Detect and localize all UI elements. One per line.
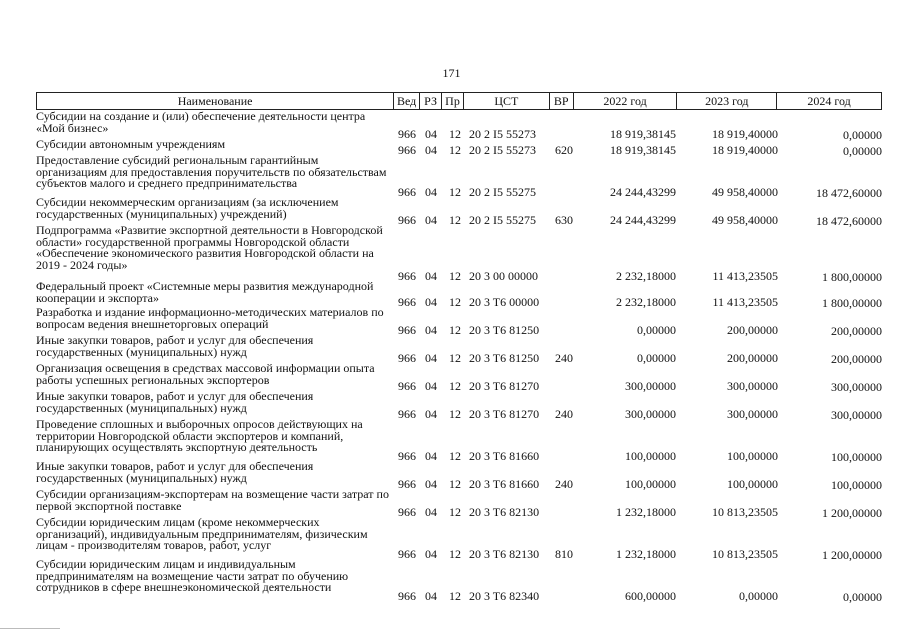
row-rz: 04 <box>425 268 437 283</box>
row-2023: 11 413,23505 <box>712 294 778 309</box>
row-cst: 20 2 I5 55275 <box>469 184 536 199</box>
row-ved: 966 <box>398 546 416 561</box>
header-name: Наименование <box>37 93 394 109</box>
row-2024: 18 472,60000 <box>816 213 882 228</box>
row-rz: 04 <box>425 448 437 463</box>
row-ved: 966 <box>398 294 416 309</box>
row-pr: 12 <box>449 546 461 561</box>
row-pr: 12 <box>449 350 461 365</box>
row-2024: 300,00000 <box>831 407 882 422</box>
header-vr: ВР <box>550 93 574 109</box>
row-2024: 0,00000 <box>843 143 882 158</box>
row-2022: 0,00000 <box>637 350 676 365</box>
row-ved: 966 <box>398 504 416 519</box>
row-2024: 200,00000 <box>831 351 882 366</box>
row-2024: 100,00000 <box>831 449 882 464</box>
row-name: Иные закупки товаров, работ и услуг для обеспечения государственных (муниципальных) нужд <box>36 459 314 485</box>
row-2024: 1 200,00000 <box>822 547 882 562</box>
row-2022: 24 244,43299 <box>610 212 676 227</box>
row-2024: 0,00000 <box>843 127 882 142</box>
row-ved: 966 <box>398 406 416 421</box>
header-cst: ЦСТ <box>464 93 550 109</box>
row-2022: 18 919,38145 <box>610 142 676 157</box>
row-cst: 20 3 T6 82130 <box>469 546 540 561</box>
row-2023: 11 413,23505 <box>712 268 778 283</box>
row-pr: 12 <box>449 142 461 157</box>
row-pr: 12 <box>449 588 461 603</box>
row-vr: 630 <box>555 212 573 227</box>
row-2023: 49 958,40000 <box>712 212 778 227</box>
row-rz: 04 <box>425 350 437 365</box>
header-ved: Вед <box>394 93 420 109</box>
row-2022: 18 919,38145 <box>610 126 676 141</box>
row-rz: 04 <box>425 184 437 199</box>
row-cst: 20 2 I5 55273 <box>469 142 536 157</box>
row-name: Иные закупки товаров, работ и услуг для обеспечения государственных (муниципальных) нужд <box>36 389 314 415</box>
row-rz: 04 <box>425 294 437 309</box>
row-cst: 20 2 I5 55275 <box>469 212 536 227</box>
table-row <box>36 417 882 464</box>
row-rz: 04 <box>425 504 437 519</box>
row-pr: 12 <box>449 476 461 491</box>
row-name: Субсидии на создание и (или) обеспечение деятельности центра «Мой бизнес» <box>36 109 366 135</box>
row-2022: 300,00000 <box>625 378 676 393</box>
row-cst: 20 3 00 00000 <box>469 268 538 283</box>
row-2023: 200,00000 <box>727 322 778 337</box>
row-2023: 10 813,23505 <box>712 504 778 519</box>
row-2024: 1 800,00000 <box>822 295 882 310</box>
row-ved: 966 <box>398 588 416 603</box>
row-cst: 20 3 T6 81660 <box>469 448 540 463</box>
table-row <box>36 109 882 142</box>
table-row <box>36 459 882 492</box>
row-rz: 04 <box>425 406 437 421</box>
row-rz: 04 <box>425 378 437 393</box>
row-cst: 20 3 T6 82130 <box>469 504 540 519</box>
table-header <box>36 92 882 110</box>
row-pr: 12 <box>449 504 461 519</box>
row-pr: 12 <box>449 212 461 227</box>
row-2024: 1 200,00000 <box>822 505 882 520</box>
row-2024: 200,00000 <box>831 323 882 338</box>
table-row <box>36 487 882 520</box>
row-cst: 20 3 T6 00000 <box>469 294 540 309</box>
footer-divider <box>0 628 60 629</box>
row-ved: 966 <box>398 378 416 393</box>
row-rz: 04 <box>425 212 437 227</box>
row-2024: 300,00000 <box>831 379 882 394</box>
table-row <box>36 333 882 366</box>
row-pr: 12 <box>449 184 461 199</box>
row-ved: 966 <box>398 184 416 199</box>
row-2024: 18 472,60000 <box>816 185 882 200</box>
row-name: Подпрограмма «Развитие экспортной деятельности в Новгородской области» государственной программы Новгородской области «Обеспечение экономического развития Новгородской области на 2019 - 2024 годы» <box>36 223 383 272</box>
table-row <box>36 195 882 228</box>
row-2022: 300,00000 <box>625 406 676 421</box>
row-2023: 100,00000 <box>727 476 778 491</box>
table-row <box>36 279 882 310</box>
row-rz: 04 <box>425 126 437 141</box>
row-pr: 12 <box>449 406 461 421</box>
row-rz: 04 <box>425 142 437 157</box>
row-2022: 100,00000 <box>625 448 676 463</box>
row-vr: 810 <box>555 546 573 561</box>
row-name: Субсидии некоммерческим организациям (за исключением государственных (муниципальных) учреждений) <box>36 195 339 221</box>
row-pr: 12 <box>449 294 461 309</box>
row-cst: 20 3 T6 81250 <box>469 350 540 365</box>
row-2022: 1 232,18000 <box>616 546 676 561</box>
row-rz: 04 <box>425 322 437 337</box>
table-row <box>36 223 882 284</box>
row-name: Субсидии юридическим лицам и индивидуальным предпринимателям на возмещение части затрат по обучению сотрудников в сфере внешнеэкономической деятельности <box>36 557 349 594</box>
row-2023: 300,00000 <box>727 378 778 393</box>
row-vr: 240 <box>555 476 573 491</box>
row-ved: 966 <box>398 448 416 463</box>
table-row <box>36 361 882 394</box>
page-number: 171 <box>442 66 461 80</box>
row-ved: 966 <box>398 322 416 337</box>
row-pr: 12 <box>449 322 461 337</box>
row-vr: 240 <box>555 406 573 421</box>
row-ved: 966 <box>398 476 416 491</box>
row-2023: 100,00000 <box>727 448 778 463</box>
row-ved: 966 <box>398 212 416 227</box>
table-row <box>36 557 882 604</box>
row-2024: 0,00000 <box>843 589 882 604</box>
row-ved: 966 <box>398 126 416 141</box>
row-2022: 2 232,18000 <box>616 294 676 309</box>
table-body <box>36 109 882 604</box>
header-2024: 2024 год <box>807 94 851 108</box>
row-2024: 100,00000 <box>831 477 882 492</box>
row-2022: 100,00000 <box>625 476 676 491</box>
row-2023: 0,00000 <box>739 588 778 603</box>
row-pr: 12 <box>449 268 461 283</box>
row-2023: 49 958,40000 <box>712 184 778 199</box>
table-row <box>36 515 882 562</box>
row-rz: 04 <box>425 546 437 561</box>
row-2023: 18 919,40000 <box>712 126 778 141</box>
row-2022: 1 232,18000 <box>616 504 676 519</box>
row-pr: 12 <box>449 448 461 463</box>
row-name: Организация освещения в средствах массовой информации опыта работы успешных региональных экспортеров <box>36 361 375 387</box>
row-name: Субсидии организациям-экспортерам на возмещение части затрат по первой экспортной поставке <box>36 487 389 513</box>
row-cst: 20 3 T6 81270 <box>469 406 540 421</box>
row-2023: 18 919,40000 <box>712 142 778 157</box>
table-row <box>36 153 882 200</box>
row-cst: 20 3 T6 81660 <box>469 476 540 491</box>
row-ved: 966 <box>398 268 416 283</box>
row-2023: 300,00000 <box>727 406 778 421</box>
row-ved: 966 <box>398 350 416 365</box>
header-2023: 2023 год <box>677 93 777 109</box>
header-2022: 2022 год <box>574 93 678 109</box>
row-vr: 620 <box>555 142 573 157</box>
row-ved: 966 <box>398 142 416 157</box>
row-2022: 24 244,43299 <box>610 184 676 199</box>
row-name: Разработка и издание информационно-методических материалов по вопросам ведения внешнеторговых операций <box>36 305 384 331</box>
row-cst: 20 3 T6 81270 <box>469 378 540 393</box>
row-name: Иные закупки товаров, работ и услуг для обеспечения государственных (муниципальных) нужд <box>36 333 314 359</box>
table-row <box>36 389 882 422</box>
row-pr: 12 <box>449 378 461 393</box>
row-2022: 600,00000 <box>625 588 676 603</box>
row-2024: 1 800,00000 <box>822 269 882 284</box>
header-rz: РЗ <box>420 93 442 109</box>
row-cst: 20 3 T6 81250 <box>469 322 540 337</box>
row-name: Субсидии автономным учреждениям <box>36 137 226 151</box>
row-rz: 04 <box>425 476 437 491</box>
row-cst: 20 2 I5 55273 <box>469 126 536 141</box>
row-2022: 0,00000 <box>637 322 676 337</box>
table-row <box>36 305 882 338</box>
row-name: Предоставление субсидий региональным гарантийным организациям для предоставления поручительств по обязательствам субъектов малого и среднего предпринимательства <box>36 153 387 190</box>
row-rz: 04 <box>425 588 437 603</box>
row-cst: 20 3 T6 82340 <box>469 588 540 603</box>
row-name: Федеральный проект «Системные меры развития международной кооперации и экспорта» <box>36 279 374 305</box>
row-2023: 10 813,23505 <box>712 546 778 561</box>
header-pr: Пр <box>442 93 464 109</box>
row-name: Проведение сплошных и выборочных опросов действующих на территории Новгородской области экспортеров и компаний, планирующих осуществлять экспортную деятельность <box>36 417 363 454</box>
row-pr: 12 <box>449 126 461 141</box>
row-2023: 200,00000 <box>727 350 778 365</box>
row-2022: 2 232,18000 <box>616 268 676 283</box>
row-name: Субсидии юридическим лицам (кроме некоммерческих организаций), индивидуальным предпринимателям, физическим лицам - производителям товаров, работ, услуг <box>36 515 368 552</box>
row-vr: 240 <box>555 350 573 365</box>
